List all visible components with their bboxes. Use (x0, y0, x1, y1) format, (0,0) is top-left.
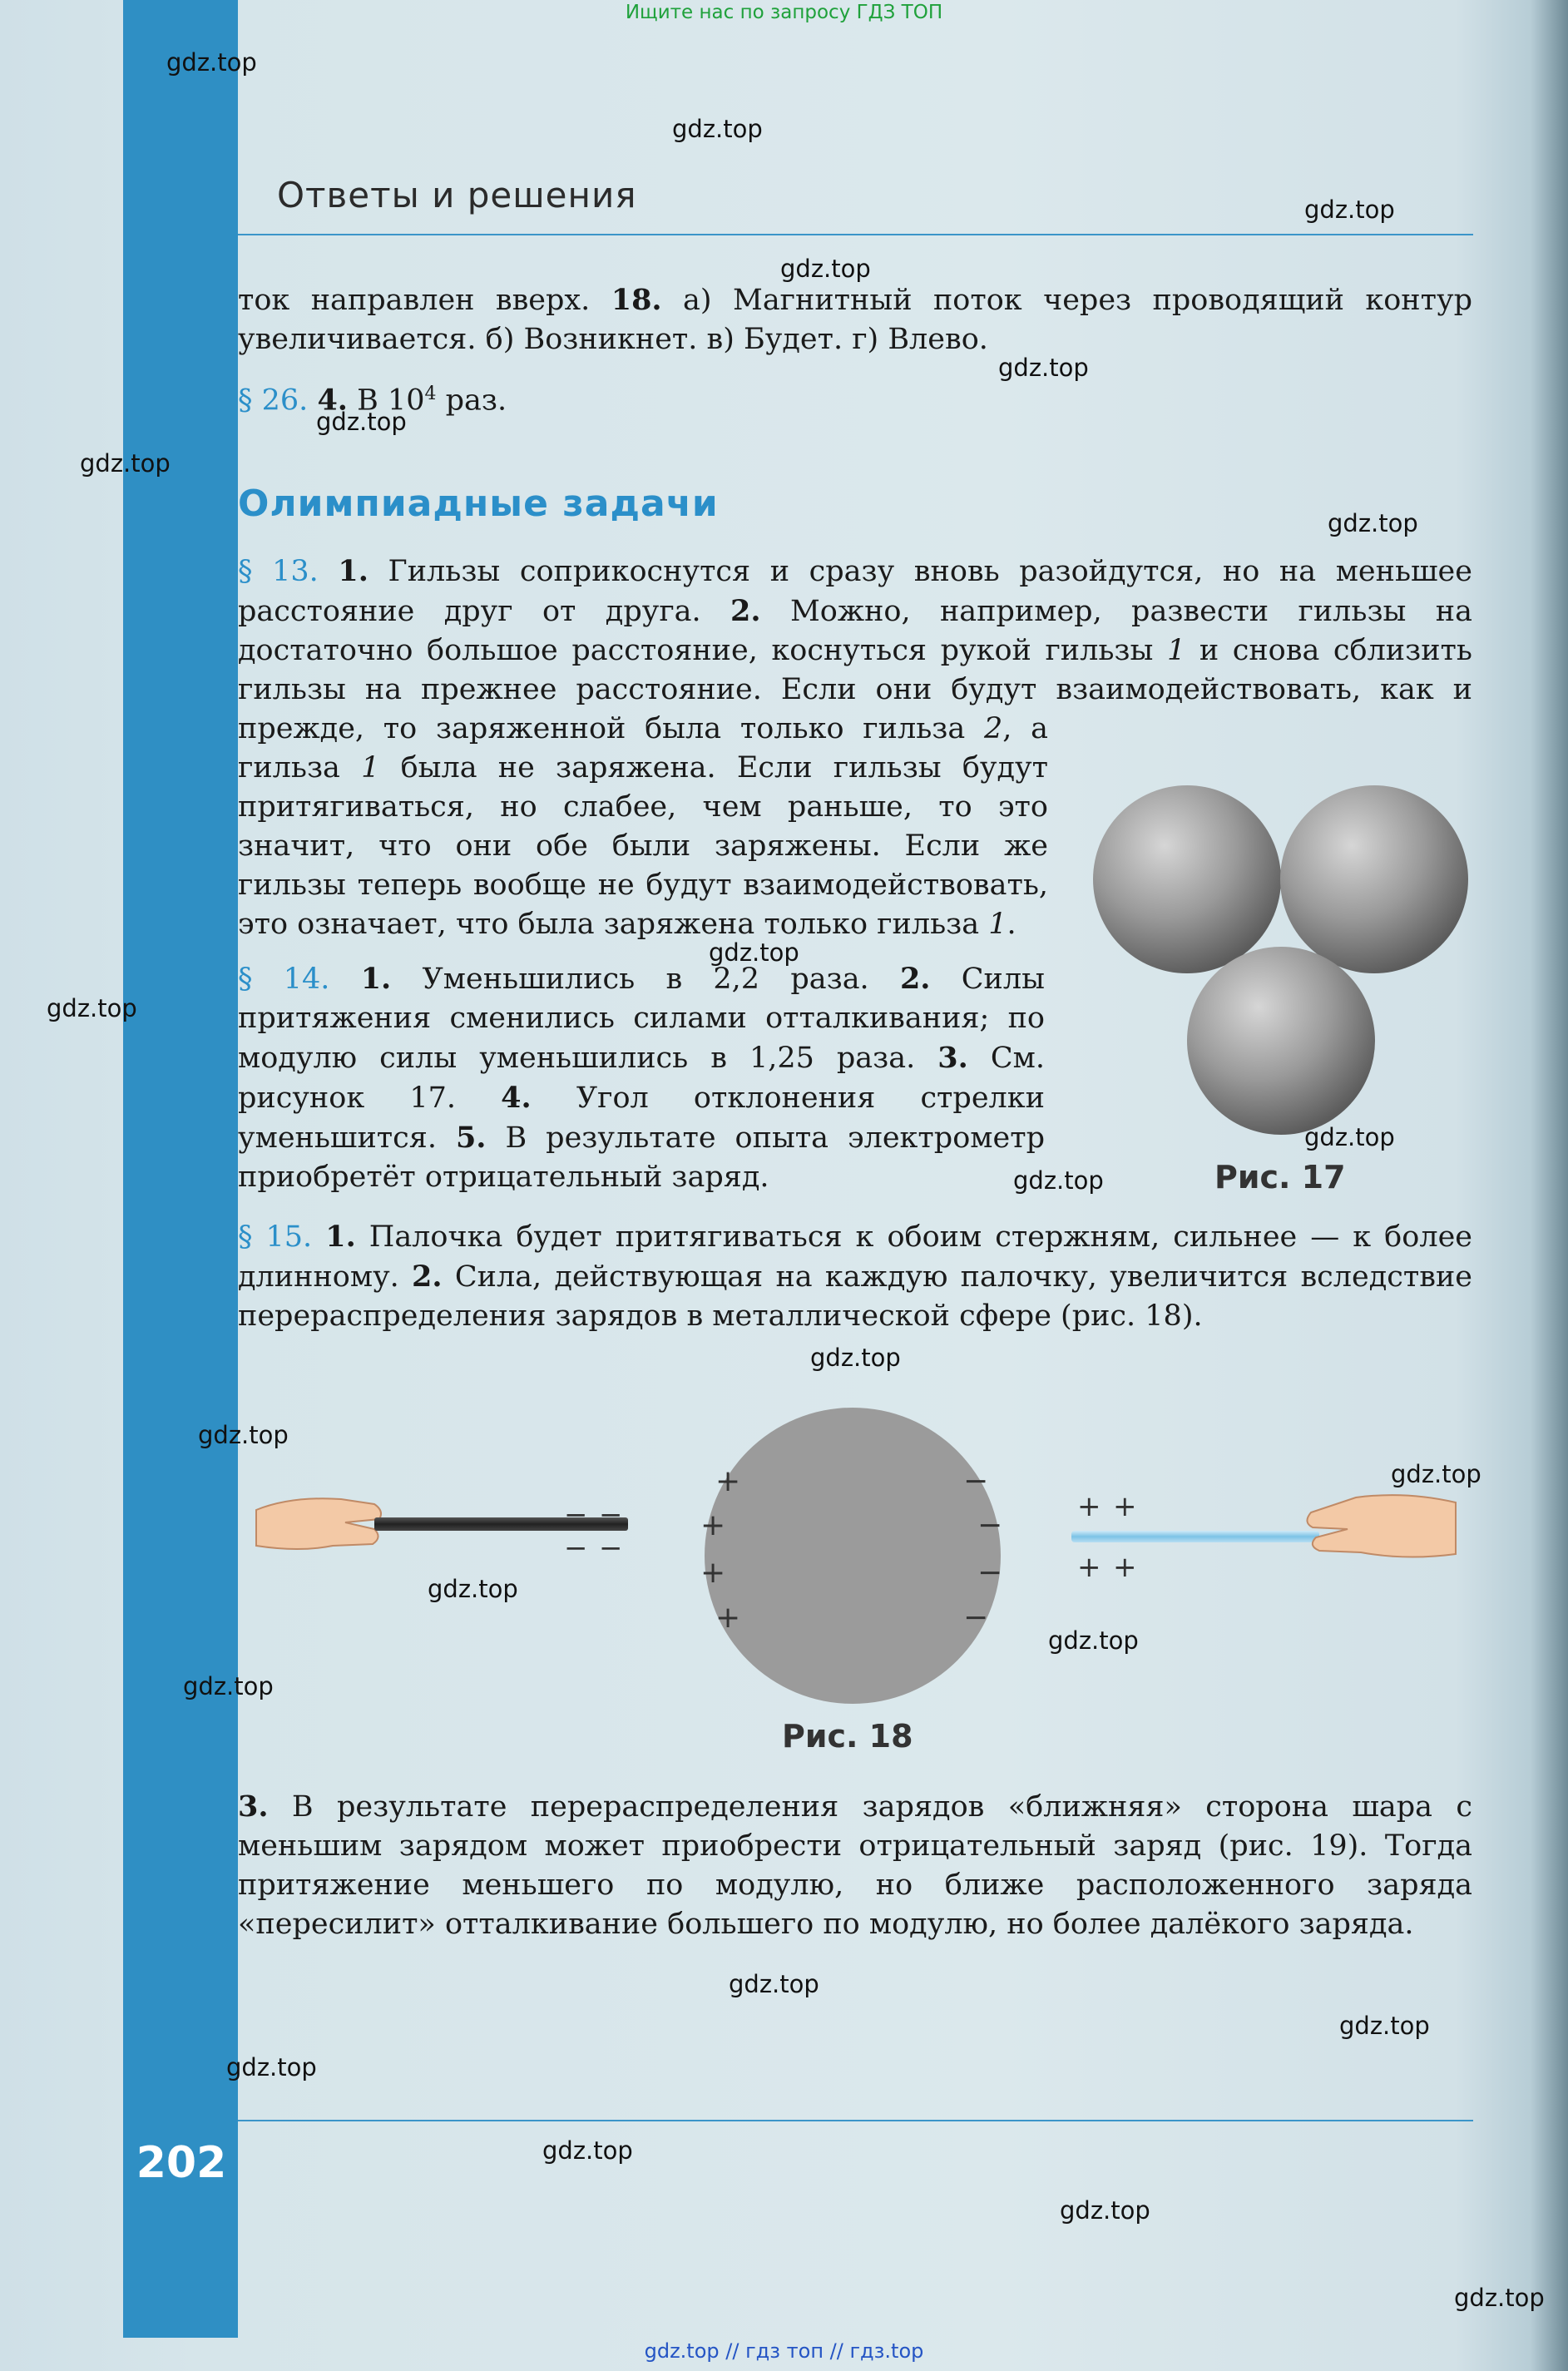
right-hand-icon (1307, 1495, 1456, 1557)
item-number: 1. (360, 962, 392, 996)
watermark: gdz.top (166, 48, 257, 77)
sphere-charge: − (977, 1508, 1003, 1542)
section-label: § 26. (238, 384, 309, 418)
section-26 (238, 374, 1472, 421)
watermark: gdz.top (226, 2053, 317, 2081)
sphere-charge: + (700, 1556, 726, 1590)
rod-charge: + (1077, 1551, 1101, 1584)
watermark: gdz.top (1339, 2012, 1430, 2040)
text: ток направлен вверх. (238, 284, 591, 317)
text: Можно, например, развести гильзы на достаточно большое расстояние, коснуться рукой гильзы (238, 595, 1472, 667)
watermark: gdz.top (729, 1970, 819, 1998)
item-number: 4. (317, 383, 348, 418)
sphere-bottom (1187, 947, 1375, 1135)
watermark: gdz.top (709, 938, 799, 967)
rod-charge: + (1113, 1551, 1137, 1584)
metal-sphere (705, 1408, 1001, 1704)
figure-17-caption: Рис. 17 (1214, 1159, 1346, 1195)
watermark: gdz.top (428, 1575, 518, 1603)
watermark: gdz.top (316, 408, 407, 436)
text: Силы притяжения сменились силами отталкивания; по модулю силы уменьшились в 1,25 раза. (238, 963, 1045, 1075)
item-number: 2. (412, 1260, 443, 1294)
section-label: § 14. (238, 963, 330, 996)
text: была не заряжена. Если гильзы будут притягиваться, но слабее, чем раньше, то это значит, что они обе были заряжены. Если же гильзы теперь вообще не будут взаимодействовать, это означает, что была заряжена только гильза (238, 751, 1048, 941)
item-number: 1. (338, 554, 369, 588)
watermark: gdz.top (1048, 1626, 1139, 1655)
watermark: gdz.top (1328, 509, 1418, 537)
rod-charge: − (599, 1498, 623, 1532)
watermark: gdz.top (198, 1421, 289, 1449)
italic-number: 1 (1166, 634, 1186, 667)
watermark: gdz.top (1013, 1166, 1104, 1195)
paragraph-3 (238, 1787, 1472, 1944)
watermark: gdz.top (542, 2136, 633, 2165)
watermark: gdz.top (1454, 2284, 1545, 2312)
watermark: gdz.top (183, 1672, 274, 1700)
sphere-charge: − (977, 1556, 1003, 1590)
item-number: 1. (325, 1220, 356, 1254)
watermark: gdz.top (1391, 1460, 1481, 1488)
section-14 (238, 959, 1045, 1197)
sphere-charge: + (700, 1508, 726, 1542)
watermark: gdz.top (1304, 1123, 1395, 1151)
left-hand-icon (256, 1498, 381, 1549)
item-number: 18. (611, 283, 662, 317)
section-label: § 15. (238, 1220, 313, 1254)
item-number: 2. (899, 962, 931, 996)
watermark: gdz.top (1304, 196, 1395, 224)
text: . (1007, 908, 1016, 941)
sphere-right (1280, 785, 1468, 973)
watermark: gdz.top (780, 255, 871, 283)
sphere-left (1093, 785, 1281, 973)
text: Угол отклонения стрелки уменьшится. (238, 1082, 1045, 1155)
text: В результате перераспределения зарядов «ближняя» сторона шара с меньшим зарядом может приобрести отрицательный заряд (рис. 19). Тогда притяжение меньшего по модулю, но ближе расположенного заряда «пересилит» отталкивание большего по модулю, но более далёкого заряда. (238, 1790, 1472, 1941)
text: В результате опыта электрометр приобретёт отрицательный заряд. (238, 1121, 1045, 1194)
figure-17 (1081, 774, 1481, 1173)
text: Сила, действующая на каждую палочку, увеличится вследствие перераспределения зарядов в металлической сфере (рис. 18). (238, 1260, 1472, 1333)
text: а) Магнитный поток через проводящий контур увеличивается. б) Возникнет. в) Будет. г) Влево. (238, 284, 1472, 356)
section-label: § 13. (238, 555, 319, 588)
figure-18 (241, 1398, 1472, 1714)
text: Уменьшились в 2,2 раза. (422, 963, 869, 996)
text: Гильзы соприкоснутся и сразу вновь разойдутся, но на меньшее расстояние друг от друга. (238, 555, 1472, 628)
item-number: 3. (238, 1789, 269, 1824)
superscript: 4 (424, 384, 437, 404)
rod-charge: − (599, 1532, 623, 1565)
text: Палочка будет притягиваться к обоим стержням, сильнее — к более длинному. (238, 1220, 1472, 1294)
item-number: 4. (501, 1081, 532, 1115)
text: раз. (436, 384, 507, 418)
watermark: gdz.top (998, 354, 1089, 382)
text: См. рисунок 17. (238, 1042, 1045, 1115)
header-title: Ответы и решения (277, 175, 637, 215)
italic-number: 1 (988, 908, 1007, 941)
item-number: 2. (730, 594, 761, 628)
watermark: gdz.top (672, 115, 763, 143)
watermark: gdz.top (1060, 2196, 1150, 2225)
rod-charge: + (1077, 1490, 1101, 1523)
bottom-banner-link[interactable]: gdz.top // гдз топ // гдз.top (644, 2339, 924, 2363)
footer-divider (238, 2120, 1473, 2121)
left-rod (374, 1517, 628, 1531)
text: , а гильза (238, 712, 1048, 785)
rod-charge: − (564, 1532, 588, 1565)
header-divider (238, 234, 1473, 235)
sphere-charge: − (963, 1601, 989, 1635)
section-15 (238, 1217, 1472, 1336)
sphere-charge: + (715, 1464, 741, 1498)
text: В 10 (357, 384, 425, 418)
chapter-side-strip (123, 0, 238, 2338)
olympiad-section-title: Олимпиадные задачи (238, 483, 719, 525)
watermark: gdz.top (810, 1344, 901, 1372)
rod-charge: − (564, 1498, 588, 1532)
italic-number: 2 (983, 712, 1003, 745)
sphere-charge: − (963, 1464, 989, 1498)
item-number: 5. (455, 1121, 487, 1155)
figure-18-caption: Рис. 18 (782, 1718, 913, 1755)
top-banner-link[interactable]: Ищите нас по запросу ГДЗ ТОП (625, 2, 943, 23)
right-rod (1071, 1531, 1319, 1542)
paragraph-18 (238, 280, 1472, 359)
watermark: gdz.top (47, 994, 137, 1022)
italic-number: 1 (361, 751, 380, 785)
sphere-charge: + (715, 1601, 741, 1635)
item-number: 3. (937, 1041, 968, 1075)
watermark: gdz.top (80, 449, 171, 478)
rod-charge: + (1113, 1490, 1137, 1523)
page-number: 202 (136, 2138, 227, 2188)
text: и снова сблизить гильзы на прежнее расстояние. Если они будут взаимодействовать, как и прежде, то заряженной была только гильза (238, 634, 1472, 745)
